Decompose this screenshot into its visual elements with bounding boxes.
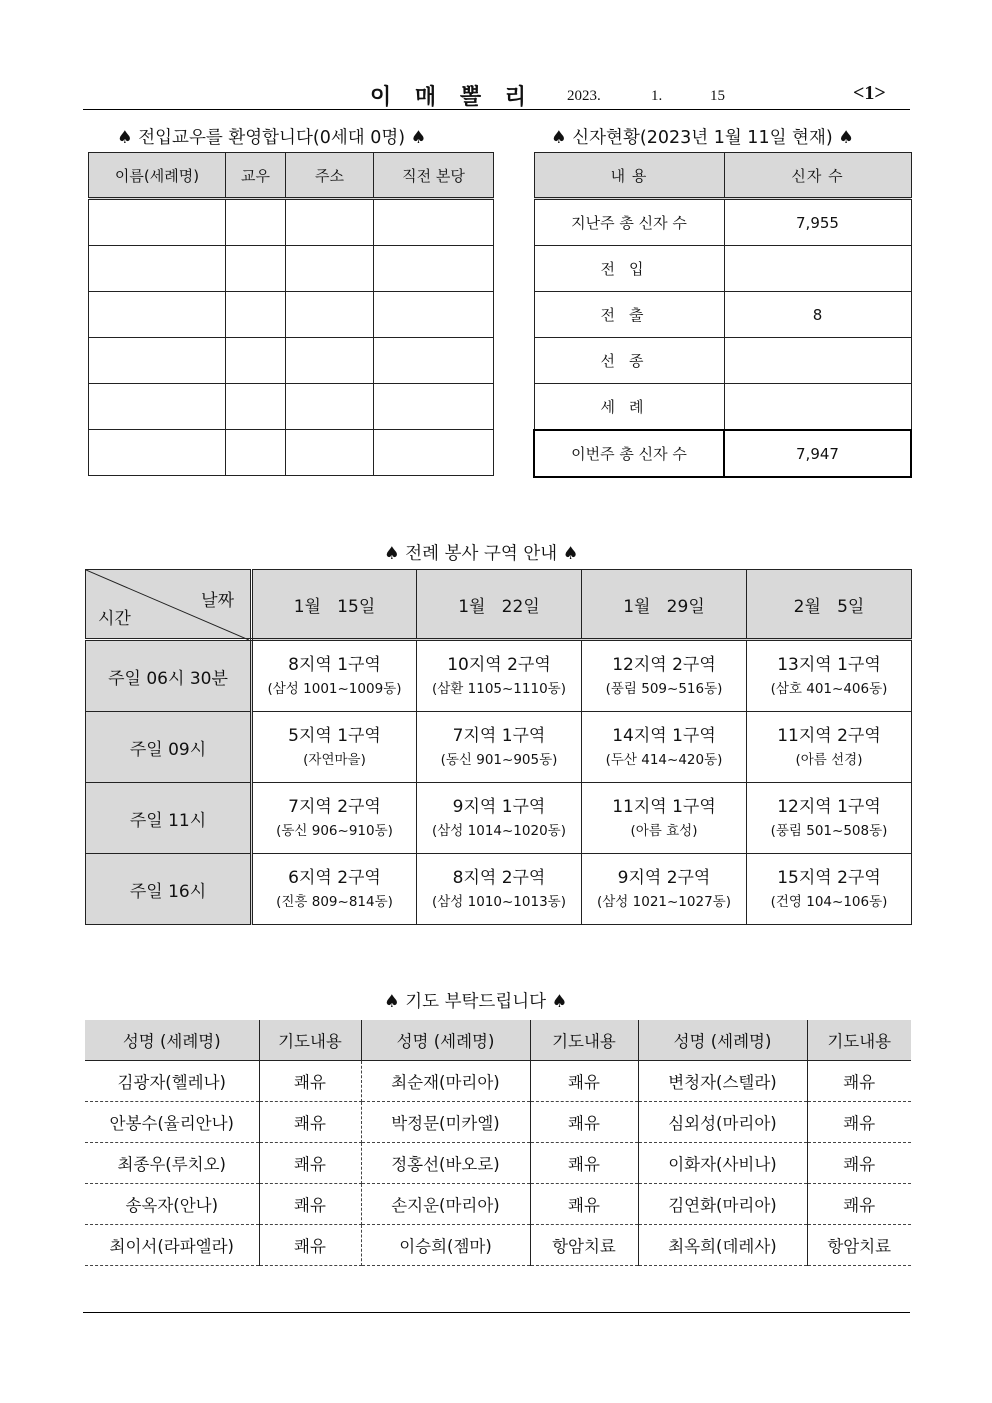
status-label: 전출 xyxy=(534,292,724,338)
prayer-content: 쾌유 xyxy=(259,1102,361,1143)
zone-label: 11지역 2구역 xyxy=(777,726,881,746)
prayer-name: 김연화(마리아) xyxy=(638,1184,807,1225)
table-cell xyxy=(374,384,494,430)
zone-label: 12지역 2구역 xyxy=(612,655,716,675)
service-cell xyxy=(252,640,417,712)
prayer-col-content: 기도내용 xyxy=(807,1020,911,1061)
status-row-transfer-in xyxy=(534,246,911,292)
status-value xyxy=(724,338,911,384)
welcome-col-name: 이름(세례명) xyxy=(89,153,226,199)
header-divider xyxy=(83,109,910,110)
table-cell xyxy=(286,430,374,476)
service-cell xyxy=(417,854,582,925)
prayer-name: 박정문(미카엘) xyxy=(361,1102,530,1143)
status-label: 세례 xyxy=(534,384,724,431)
status-label: 이번주 총 신자 수 xyxy=(534,430,724,477)
zone-label: 15지역 2구역 xyxy=(777,868,881,888)
zone-detail: (삼환 1105~1110동) xyxy=(432,681,566,697)
zone-detail: (삼성 1010~1013동) xyxy=(432,894,566,910)
prayer-content: 쾌유 xyxy=(807,1143,911,1184)
status-row-last-week xyxy=(534,199,911,246)
zone-label: 6지역 2구역 xyxy=(288,868,381,888)
service-date-3: 1월 29일 xyxy=(582,570,747,640)
prayer-content: 쾌유 xyxy=(807,1061,911,1102)
table-cell xyxy=(286,384,374,430)
status-value: 7,947 xyxy=(724,430,911,477)
service-time: 주일 16시 xyxy=(86,854,252,925)
date-month: 1. xyxy=(651,88,663,104)
zone-label: 8지역 2구역 xyxy=(452,868,546,888)
prayer-name: 최순재(마리아) xyxy=(361,1061,530,1102)
prayer-name: 최옥희(데레사) xyxy=(638,1225,807,1266)
table-row xyxy=(85,1143,911,1184)
table-row xyxy=(89,292,494,338)
service-cell xyxy=(417,640,582,712)
prayer-title: ♠ 기도 부탁드립니다 ♠ xyxy=(384,992,568,1012)
status-label: 선종 xyxy=(534,338,724,384)
prayer-name: 심외성(마리아) xyxy=(638,1102,807,1143)
status-value xyxy=(724,384,911,431)
zone-detail: (건영 104~106동) xyxy=(770,894,888,910)
service-cell xyxy=(747,712,912,783)
prayer-name: 이승희(젬마) xyxy=(361,1225,530,1266)
prayer-name: 김광자(헬레나) xyxy=(85,1061,259,1102)
table-cell xyxy=(89,384,226,430)
service-date-4: 2월 5일 xyxy=(747,570,912,640)
zone-detail: (삼성 1014~1020동) xyxy=(432,823,566,839)
zone-label: 9지역 2구역 xyxy=(617,868,711,888)
prayer-header-row xyxy=(85,1020,911,1061)
welcome-col-member: 교우 xyxy=(226,153,286,199)
prayer-content: 항암치료 xyxy=(807,1225,911,1266)
welcome-col-parish: 직전 본당 xyxy=(374,153,494,199)
status-value xyxy=(724,246,911,292)
footer-divider xyxy=(83,1312,910,1313)
status-label: 전입 xyxy=(534,246,724,292)
zone-detail: (두산 414~420동) xyxy=(605,752,723,768)
service-table xyxy=(85,569,912,925)
table-cell xyxy=(286,338,374,384)
prayer-content: 쾌유 xyxy=(259,1225,361,1266)
service-cell xyxy=(252,854,417,925)
prayer-content: 쾌유 xyxy=(530,1102,638,1143)
service-row xyxy=(86,783,912,854)
zone-label: 11지역 1구역 xyxy=(612,797,716,817)
date-day: 15 xyxy=(710,88,725,104)
service-header-row xyxy=(86,570,912,640)
table-row xyxy=(89,338,494,384)
status-row-transfer-out xyxy=(534,292,911,338)
service-cell xyxy=(747,783,912,854)
status-table xyxy=(533,152,912,478)
zone-label: 10지역 2구역 xyxy=(447,655,551,675)
service-row xyxy=(86,854,912,925)
zone-label: 13지역 1구역 xyxy=(777,655,881,675)
service-corner-cell xyxy=(86,570,252,640)
zone-label: 12지역 1구역 xyxy=(777,797,881,817)
table-row xyxy=(89,430,494,476)
table-cell xyxy=(286,199,374,246)
service-time: 주일 06시 30분 xyxy=(86,640,252,712)
service-cell xyxy=(417,712,582,783)
prayer-content: 항암치료 xyxy=(530,1225,638,1266)
page-number: <1> xyxy=(853,82,886,104)
table-cell xyxy=(286,292,374,338)
zone-label: 9지역 1구역 xyxy=(452,797,546,817)
prayer-name: 최종우(루치오) xyxy=(85,1143,259,1184)
table-row xyxy=(85,1225,911,1266)
table-cell xyxy=(226,338,286,384)
status-title: ♠ 신자현황(2023년 1월 11일 현재) ♠ xyxy=(551,128,854,148)
table-cell xyxy=(374,199,494,246)
service-cell xyxy=(252,783,417,854)
service-row xyxy=(86,640,912,712)
service-cell xyxy=(417,783,582,854)
welcome-header-row xyxy=(89,153,494,199)
status-row-this-week xyxy=(534,430,911,477)
prayer-content: 쾌유 xyxy=(807,1184,911,1225)
welcome-col-address: 주소 xyxy=(286,153,374,199)
zone-detail: (풍림 509~516동) xyxy=(605,681,723,697)
prayer-content: 쾌유 xyxy=(530,1061,638,1102)
table-cell xyxy=(374,338,494,384)
prayer-name: 최이서(라파엘라) xyxy=(85,1225,259,1266)
table-row xyxy=(85,1184,911,1225)
service-cell xyxy=(747,640,912,712)
zone-detail: (아름 선경) xyxy=(795,752,863,768)
service-time: 주일 09시 xyxy=(86,712,252,783)
prayer-name: 정홍선(바오로) xyxy=(361,1143,530,1184)
status-value: 8 xyxy=(724,292,911,338)
corner-date-label: 날짜 xyxy=(201,591,234,611)
zone-detail: (삼성 1001~1009동) xyxy=(267,681,402,697)
service-cell xyxy=(582,783,747,854)
table-cell xyxy=(226,384,286,430)
table-cell xyxy=(286,246,374,292)
status-row-deceased xyxy=(534,338,911,384)
table-cell xyxy=(226,430,286,476)
prayer-content: 쾌유 xyxy=(530,1143,638,1184)
zone-detail: (동신 901~905동) xyxy=(440,752,558,768)
service-title: ♠ 전례 봉사 구역 안내 ♠ xyxy=(384,544,579,564)
table-row xyxy=(85,1061,911,1102)
zone-label: 7지역 1구역 xyxy=(452,726,546,746)
service-time: 주일 11시 xyxy=(86,783,252,854)
status-header-row xyxy=(534,153,911,199)
table-cell xyxy=(226,292,286,338)
prayer-name: 이화자(사비나) xyxy=(638,1143,807,1184)
table-row xyxy=(85,1102,911,1143)
table-row xyxy=(89,199,494,246)
table-cell xyxy=(89,199,226,246)
prayer-col-name: 성명 (세례명) xyxy=(638,1020,807,1061)
zone-detail: (자연마을) xyxy=(303,752,366,768)
zone-label: 7지역 2구역 xyxy=(288,797,381,817)
table-cell xyxy=(374,292,494,338)
prayer-name: 변청자(스텔라) xyxy=(638,1061,807,1102)
table-cell xyxy=(374,430,494,476)
zone-detail: (진흥 809~814동) xyxy=(276,894,393,910)
service-cell xyxy=(747,854,912,925)
service-date-1: 1월 15일 xyxy=(252,570,417,640)
prayer-col-content: 기도내용 xyxy=(530,1020,638,1061)
prayer-name: 손지운(마리아) xyxy=(361,1184,530,1225)
status-row-baptism xyxy=(534,384,911,431)
table-cell xyxy=(89,246,226,292)
corner-time-label: 시간 xyxy=(98,609,131,629)
prayer-content: 쾌유 xyxy=(807,1102,911,1143)
zone-label: 5지역 1구역 xyxy=(288,726,381,746)
prayer-content: 쾌유 xyxy=(259,1061,361,1102)
table-row xyxy=(89,384,494,430)
zone-detail: (삼호 401~406동) xyxy=(770,681,888,697)
prayer-content: 쾌유 xyxy=(259,1143,361,1184)
status-col-content: 내 용 xyxy=(534,153,724,199)
table-cell xyxy=(89,430,226,476)
status-col-count: 신자 수 xyxy=(724,153,911,199)
service-date-2: 1월 22일 xyxy=(417,570,582,640)
table-cell xyxy=(226,246,286,292)
bulletin-title: 이 매 뽈 리 xyxy=(370,85,534,110)
prayer-content: 쾌유 xyxy=(259,1184,361,1225)
welcome-table xyxy=(88,152,494,476)
zone-detail: (동신 906~910동) xyxy=(276,823,393,839)
service-row xyxy=(86,712,912,783)
zone-detail: (삼성 1021~1027동) xyxy=(597,894,731,910)
zone-detail: (풍림 501~508동) xyxy=(770,823,888,839)
welcome-title: ♠ 전입교우를 환영합니다(0세대 0명) ♠ xyxy=(117,128,427,148)
prayer-col-name: 성명 (세례명) xyxy=(361,1020,530,1061)
prayer-content: 쾌유 xyxy=(530,1184,638,1225)
status-label: 지난주 총 신자 수 xyxy=(534,199,724,246)
table-cell xyxy=(374,246,494,292)
table-row xyxy=(89,246,494,292)
table-cell xyxy=(226,199,286,246)
prayer-col-content: 기도내용 xyxy=(259,1020,361,1061)
prayer-table xyxy=(85,1020,911,1266)
service-cell xyxy=(252,712,417,783)
table-cell xyxy=(89,292,226,338)
zone-detail: (아름 효성) xyxy=(630,823,698,839)
zone-label: 14지역 1구역 xyxy=(612,726,716,746)
date-year: 2023. xyxy=(567,88,601,104)
table-cell xyxy=(89,338,226,384)
service-cell xyxy=(582,854,747,925)
service-cell xyxy=(582,640,747,712)
status-value: 7,955 xyxy=(724,199,911,246)
prayer-name: 안봉수(율리안나) xyxy=(85,1102,259,1143)
zone-label: 8지역 1구역 xyxy=(288,655,381,675)
prayer-col-name: 성명 (세례명) xyxy=(85,1020,259,1061)
prayer-name: 송옥자(안나) xyxy=(85,1184,259,1225)
service-cell xyxy=(582,712,747,783)
